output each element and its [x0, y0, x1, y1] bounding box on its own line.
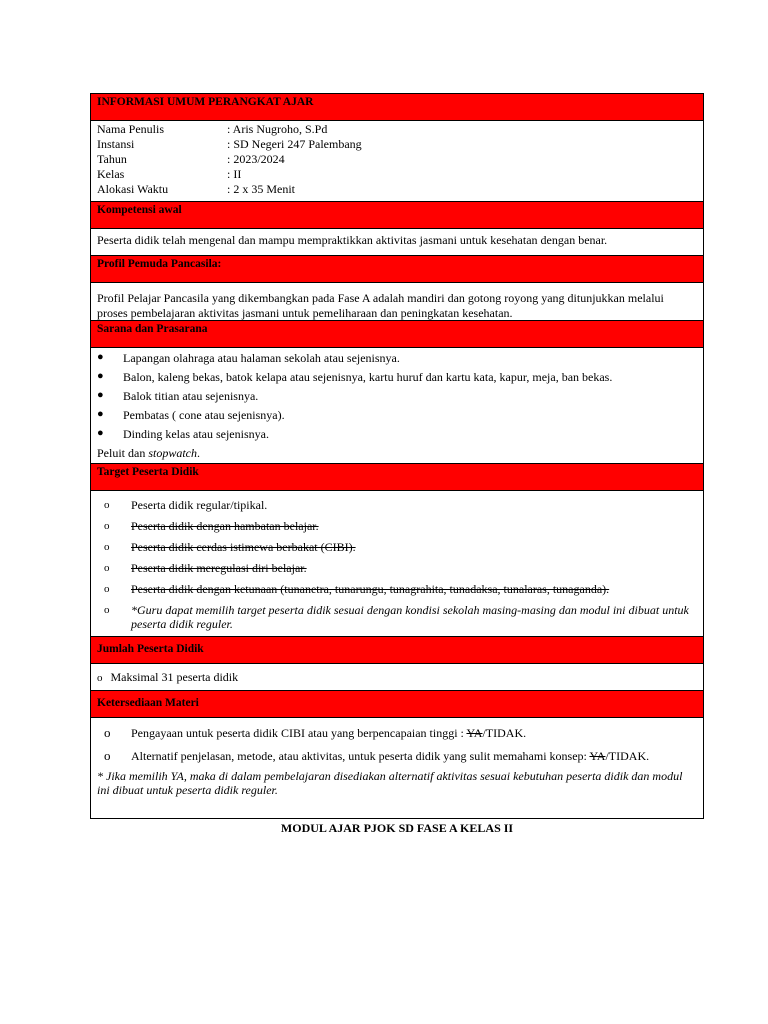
circle-bullet-icon: o	[104, 748, 111, 763]
ketersediaan-item-1: Pengayaan untuk peserta didik CIBI atau yang berpencapaian tinggi :	[131, 726, 467, 740]
target-item: Peserta didik dengan hambatan belajar.	[131, 519, 319, 533]
document-footer-title: MODUL AJAR PJOK SD FASE A KELAS II	[280, 821, 514, 835]
list-item	[91, 427, 703, 442]
info-section	[91, 121, 703, 202]
list-item	[91, 749, 703, 763]
info-label: Kelas	[97, 167, 125, 181]
ya-option: YA	[589, 749, 606, 763]
section-header-sarana: Sarana dan Prasarana	[91, 321, 703, 348]
target-section	[91, 491, 703, 637]
bullet-icon: ●	[97, 389, 104, 401]
bullet-icon: ●	[97, 370, 104, 382]
kompetensi-text: Peserta didik telah mengenal dan mampu mempraktikkan aktivitas jasmani untuk kesehatan dengan benar.	[97, 233, 608, 247]
kompetensi-section	[91, 229, 703, 256]
tidak-option: /TIDAK.	[605, 749, 650, 763]
circle-bullet-icon: o	[104, 499, 110, 511]
sarana-section	[91, 348, 703, 464]
ketersediaan-item-2: Alternatif penjelasan, metode, atau aktivitas, untuk peserta didik yang sulit memahami konsep:	[131, 749, 590, 763]
list-item	[91, 670, 703, 686]
sarana-item: Pembatas ( cone atau sejenisnya).	[123, 408, 285, 422]
circle-bullet-icon: o	[104, 583, 110, 595]
circle-bullet-icon: o	[97, 672, 103, 684]
sarana-list	[91, 351, 703, 442]
section-header-informasi: INFORMASI UMUM PERANGKAT AJAR	[91, 94, 703, 121]
bullet-icon: ●	[97, 351, 104, 363]
sarana-extra-italic: stopwatch	[148, 446, 197, 460]
sarana-extra	[91, 446, 703, 461]
jumlah-section	[91, 664, 703, 691]
bullet-icon: ●	[97, 427, 104, 439]
jumlah-item: Maksimal 31 peserta didik	[110, 670, 239, 684]
sarana-item: Dinding kelas atau sejenisnya.	[123, 427, 269, 441]
bullet-icon: ●	[97, 408, 104, 420]
sarana-extra-prefix: Peluit dan	[97, 446, 149, 460]
list-item	[91, 389, 703, 404]
section-header-kompetensi: Kompetensi awal	[91, 202, 703, 229]
ketersediaan-section	[91, 718, 703, 818]
profil-section	[91, 283, 703, 321]
target-note: *Guru dapat memilih target peserta didik sesuai dengan kondisi sekolah masing-masing dan modul ini dibuat untuk peserta didik reguler.	[131, 603, 689, 631]
target-item: Peserta didik dengan ketunaan (tunanetra, tunarungu, tunagrahita, tunadaksa, tunalaras, tunaganda).	[131, 582, 610, 596]
info-row	[91, 122, 703, 137]
circle-bullet-icon: o	[104, 604, 110, 616]
target-item: Peserta didik meregulasi diri belajar.	[131, 561, 307, 575]
ketersediaan-list	[91, 726, 703, 763]
section-header-jumlah: Jumlah Peserta Didik	[91, 637, 703, 664]
info-label: Tahun	[97, 152, 127, 166]
document-table	[90, 93, 704, 819]
info-value: : 2 x 35 Menit	[227, 182, 295, 196]
circle-bullet-icon: o	[104, 562, 110, 574]
info-value: : 2023/2024	[227, 152, 285, 166]
tidak-option: /TIDAK.	[482, 726, 527, 740]
list-item	[91, 726, 703, 740]
list-item	[91, 498, 703, 512]
sarana-item: Balon, kaleng bekas, batok kelapa atau sejenisnya, kartu huruf dan kartu kata, kapur, meja, ban bekas.	[123, 370, 613, 384]
section-header-target: Target Peserta Didik	[91, 464, 703, 491]
target-item: Peserta didik regular/tipikal.	[131, 498, 268, 512]
circle-bullet-icon: o	[104, 541, 110, 553]
list-item	[91, 519, 703, 533]
info-value: : Aris Nugroho, S.Pd	[227, 122, 328, 136]
circle-bullet-icon: o	[104, 725, 111, 740]
sarana-item: Lapangan olahraga atau halaman sekolah atau sejenisnya.	[123, 351, 400, 365]
info-label: Instansi	[97, 137, 135, 151]
list-item	[91, 408, 703, 423]
info-row	[91, 137, 703, 152]
list-item	[91, 561, 703, 575]
info-row	[91, 152, 703, 167]
list-item	[91, 540, 703, 554]
info-label: Nama Penulis	[97, 122, 164, 136]
info-label: Alokasi Waktu	[97, 182, 169, 196]
target-item: Peserta didik cerdas istimewa berbakat (CIBI).	[131, 540, 356, 554]
ya-option: YA	[466, 726, 483, 740]
info-row	[91, 167, 703, 182]
profil-text: Profil Pelajar Pancasila yang dikembangkan pada Fase A adalah mandiri dan gotong royong yang ditunjukkan melalui proses pembelajaran aktivitas jasmani untuk pemeliharaan dan peningkatan kesehatan.	[97, 291, 664, 320]
list-item	[91, 603, 703, 631]
info-value: : SD Negeri 247 Palembang	[227, 137, 362, 151]
list-item	[91, 370, 703, 385]
info-value: : II	[227, 167, 242, 181]
list-item	[91, 582, 703, 596]
list-item	[91, 351, 703, 366]
circle-bullet-icon: o	[104, 520, 110, 532]
target-list	[91, 498, 703, 631]
info-row	[91, 182, 703, 197]
section-header-ketersediaan: Ketersediaan Materi	[91, 691, 703, 718]
sarana-item: Balok titian atau sejenisnya.	[123, 389, 259, 403]
sarana-extra-suffix: .	[197, 446, 200, 460]
section-header-profil: Profil Pemuda Pancasila:	[91, 256, 703, 283]
ketersediaan-note: * Jika memilih YA, maka di dalam pembelajaran disediakan alternatif aktivitas sesuai kebutuhan peserta didik dan modul ini dibuat untuk peserta didik reguler.	[97, 769, 683, 797]
